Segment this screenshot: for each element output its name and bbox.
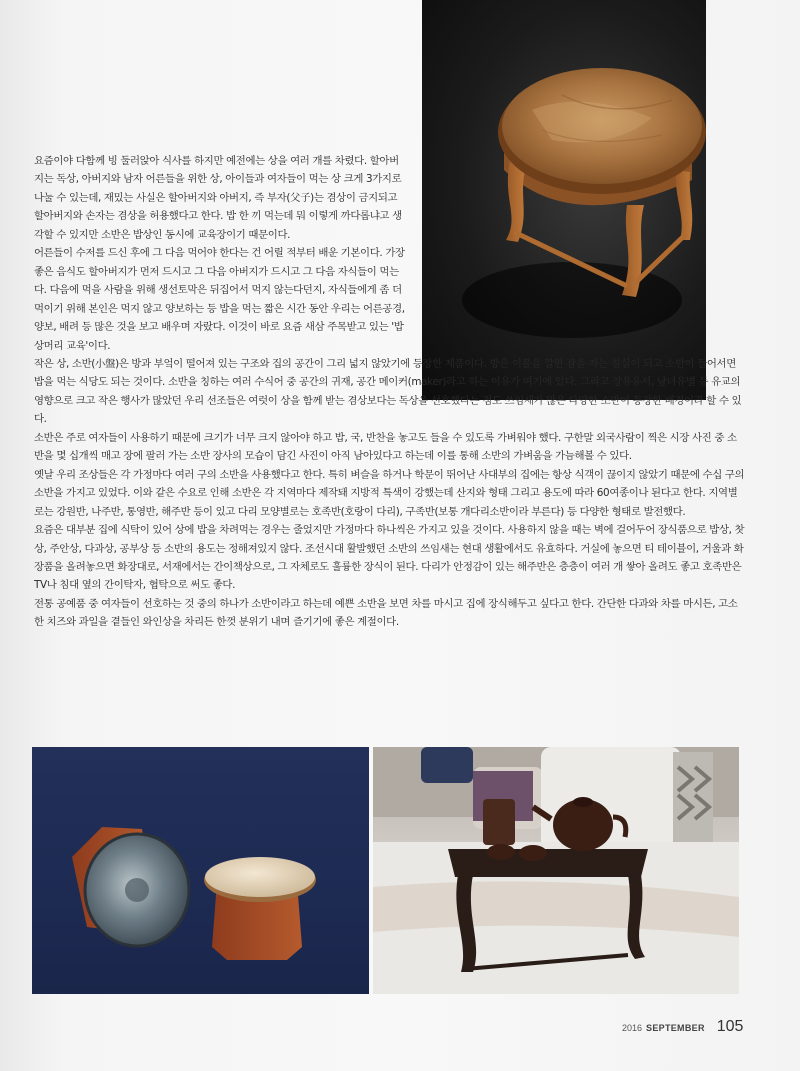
- tea-soban-photo: [373, 747, 739, 994]
- page-number: 105: [716, 1018, 744, 1035]
- paragraph: 어른들이 수저를 드신 후에 그 다음 먹어야 한다는 건 어릴 적부터 배운 기본이다. 가장 좋은 음식도 할아버지가 먼저 드시고 그 다음 아버지가 드시고 그 다음 자식들이 먹는다. 다음에 먹을 사람을 위해 생선토막은 뒤집어서 먹지 않는다던지, 자식들에게 좀 더 먹이기 위해 본인은 먹지 않고 양보하는 등 밥을 먹는 짧은 시간 동안 우리는 어른공경, 양보, 배려 등 많은 것을 보고 배우며 자랐다. 이것이 바로 요즘 새삼 주목받고 있는 '밥상머리 교육'이다.: [34, 247, 405, 352]
- article-body: [34, 152, 746, 632]
- issue-month: SEPTEMBER: [646, 1023, 705, 1033]
- pearl-soban-photo: [32, 747, 369, 994]
- paragraph: 전통 공예품 중 여자들이 선호하는 것 중의 하나가 소반이라고 하는데 예쁜 소반을 보면 차를 마시고 집에 장식해두고 싶다고 한다. 간단한 다과와 차를 마시든, 고소한 치즈와 과일을 곁들인 와인상을 차리든 한껏 분위기 내며 즐기기에 좋은 계절이다.: [34, 597, 738, 629]
- page-footer: [622, 1018, 743, 1036]
- paragraph: 소반은 주로 여자들이 사용하기 때문에 크기가 너무 크지 않아야 하고 밥, 국, 반찬을 놓고도 들을 수 있도록 가벼워야 했다. 구한말 외국사람이 찍은 시장 사진 중 소반을 몇 십개씩 매고 장에 팔러 가는 소반 장사의 모습이 담긴 사진이 아직 남아있다고 하는데 이를 통해 소반의 가벼움을 가늠해볼 수 있다.: [34, 431, 737, 463]
- paragraph: 요즘이야 다함께 빙 둘러앉아 식사를 하지만 예전에는 상을 여러 개를 차렸다. 할아버지는 독상, 아버지와 남자 어른들을 위한 상, 아이들과 여자들이 먹는 상 크게 3가지로 나눌 수 있는데, 재밌는 사실은 할아버지와 아버지, 즉 부자(父子)는 겸상이 금지되고 할아버지와 손자는 겸상을 허용했다고 한다. 밥 한 끼 먹는데 뭐 이렇게 까다롭냐고 생각할 수 있지만 소반은 밥상인 동시에 교육장이기 때문이다.: [34, 155, 402, 241]
- paragraph: 옛날 우리 조상들은 각 가정마다 여러 구의 소반을 사용했다고 한다. 특히 벼슬을 하거나 학문이 뛰어난 사대부의 집에는 항상 식객이 끊이지 않았기 때문에 수십 구의 소반을 가지고 있었다. 이와 같은 수요로 인해 소반은 각 지역마다 제작돼 지방적 특색이 강했는데 산지와 형태 그리고 용도에 따라 60여종이나 된다고 한다. 지역별로는 강원반, 나주반, 통영반, 해주반 등이 있고 다리 모양별로는 호족반(호랑이 다리), 구족반(보통 개다리소반이라 부른다) 등 다양한 형태로 발전했다.: [34, 468, 745, 518]
- paragraph: 작은 상, 소반(小盤)은 방과 부엌이 떨어져 있는 구조와 집의 공간이 그리 넓지 않았기에 등장한 제품이다. 방은 이불을 깔면 잠을 자는 침실이 되고 소반이 들어서면 밥을 먹는 식당도 되는 것이다. 소반을 칭하는 여러 수식어 중 공간의 귀재, 공간 메이커(maker)라고 하는 이유가 여기에 있다. 그리고 장유유서, 남녀유별 등 유교의 영향으로 크고 작은 행사가 많았던 우리 선조들은 여럿이 상을 함께 받는 겸상보다는 독상을 선호했다는 점도 쓰임새가 많은 다양한 소반이 등장한 배경이라 할 수 있다.: [34, 357, 742, 426]
- issue-year: 2016: [622, 1023, 643, 1033]
- paragraph: 요즘은 대부분 집에 식탁이 있어 상에 밥을 차려먹는 경우는 줄었지만 가정마다 하나씩은 가지고 있을 것이다. 사용하지 않을 때는 벽에 걸어두어 장식품으로 밥상, 찻상, 주안상, 다과상, 공부상 등 소반의 용도는 정해져있지 않다. 조선시대 활발했던 소반의 쓰임새는 현대 생활에서도 유효하다. 거실에 놓으면 티 테이블이, 거울과 화장품을 올려놓으면 화장대로, 서재에서는 간이책상으로, 그 자체로도 훌륭한 장식이 된다. 다리가 안정감이 있는 해주반은 층층이 여러 개 쌓아 올려도 좋고 호족반은 TV나 침대 옆의 간이탁자, 협탁으로 써도 좋다.: [34, 524, 745, 592]
